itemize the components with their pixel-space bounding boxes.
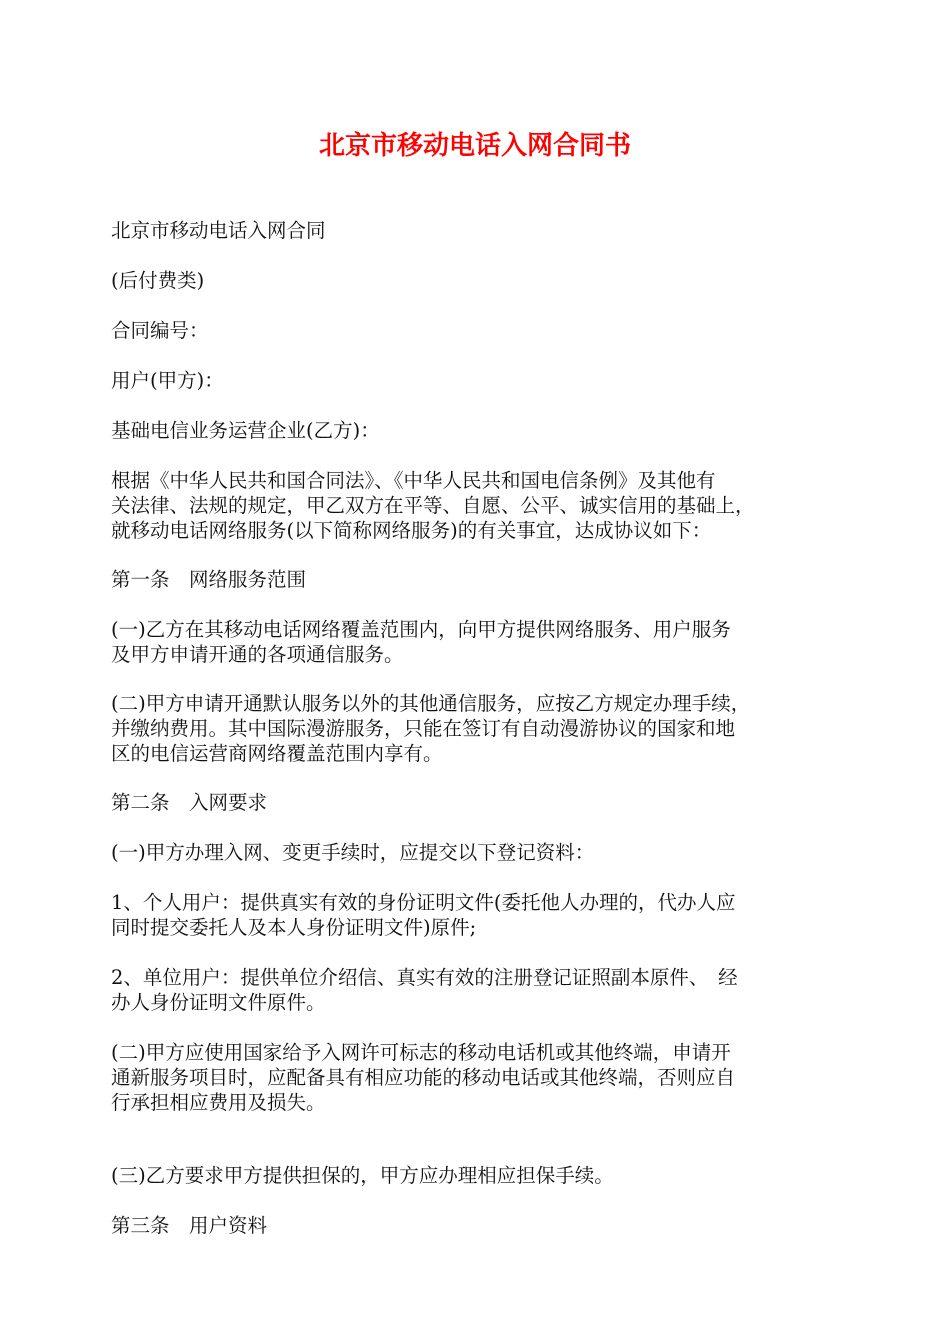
paragraph-party-b bbox=[111, 418, 843, 443]
text-line: 用户(甲方)： bbox=[111, 369, 224, 392]
text-line: 2、单位用户：提供单位介绍信、真实有效的注册登记证照副本原件、 经 bbox=[111, 966, 738, 989]
article-2-item-2 bbox=[111, 965, 843, 1015]
text-line: 行承担相应费用及损失。 bbox=[111, 1091, 326, 1114]
text-line: 并缴纳费用。其中国际漫游服务，只能在签订有自动漫游协议的国家和地 bbox=[111, 717, 736, 740]
text-line: (二)甲方申请开通默认服务以外的其他通信服务，应按乙方规定办理手续， bbox=[111, 692, 751, 715]
text-line: 第二条 入网要求 bbox=[111, 791, 268, 814]
text-line: 合同编号： bbox=[111, 319, 209, 342]
text-line: (后付费类) bbox=[111, 269, 205, 292]
text-line: 根据《中华人民共和国合同法》、《中华人民共和国电信条例》及其他有 bbox=[111, 469, 716, 492]
text-line: 区的电信运营商网络覆盖范围内享有。 bbox=[111, 742, 443, 765]
text-line: 第三条 用户资料 bbox=[111, 1214, 268, 1237]
document-title: 北京市移动电话入网合同书 bbox=[318, 131, 631, 161]
text-line: 关法律、法规的规定，甲乙双方在平等、自愿、公平、诚实信用的基础上， bbox=[111, 494, 755, 517]
text-line: (一)甲方办理入网、变更手续时，应提交以下登记资料： bbox=[111, 841, 595, 864]
text-line: 1、个人用户：提供真实有效的身份证明文件(委托他人办理的，代办人应 bbox=[111, 891, 736, 914]
text-line: (二)甲方应使用国家给予入网许可标志的移动电话机或其他终端，申请开 bbox=[111, 1041, 731, 1064]
text-line: (一)乙方在其移动电话网络覆盖范围内，向甲方提供网络服务、用户服务 bbox=[111, 618, 731, 641]
article-1-heading bbox=[111, 567, 843, 592]
article-3-heading bbox=[111, 1213, 843, 1238]
text-line: 就移动电话网络服务(以下简称网络服务)的有关事宜，达成协议如下： bbox=[111, 519, 712, 542]
paragraph-contract-name bbox=[111, 218, 843, 243]
text-line: 基础电信业务运营企业(乙方)： bbox=[111, 419, 380, 442]
text-line: 北京市移动电话入网合同 bbox=[111, 219, 326, 242]
article-2-heading bbox=[111, 790, 843, 815]
text-line: 办人身份证明文件原件。 bbox=[111, 991, 326, 1014]
paragraph-preamble bbox=[111, 468, 843, 543]
text-line: 第一条 网络服务范围 bbox=[111, 568, 307, 591]
article-1-clause-2 bbox=[111, 691, 843, 766]
text-line: 及甲方申请开通的各项通信服务。 bbox=[111, 643, 404, 666]
article-2-clause-2 bbox=[111, 1040, 843, 1115]
article-2-item-1 bbox=[111, 890, 843, 940]
article-2-clause-3 bbox=[111, 1163, 843, 1188]
paragraph-contract-type bbox=[111, 268, 843, 293]
article-2-clause-1 bbox=[111, 840, 843, 865]
text-line: (三)乙方要求甲方提供担保的，甲方应办理相应担保手续。 bbox=[111, 1164, 614, 1187]
paragraph-contract-number bbox=[111, 318, 843, 343]
article-1-clause-1 bbox=[111, 617, 843, 667]
paragraph-party-a bbox=[111, 368, 843, 393]
text-line: 通新服务项目时，应配备具有相应功能的移动电话或其他终端，否则应自 bbox=[111, 1066, 736, 1089]
text-line: 同时提交委托人及本人身份证明文件)原件; bbox=[111, 916, 477, 939]
